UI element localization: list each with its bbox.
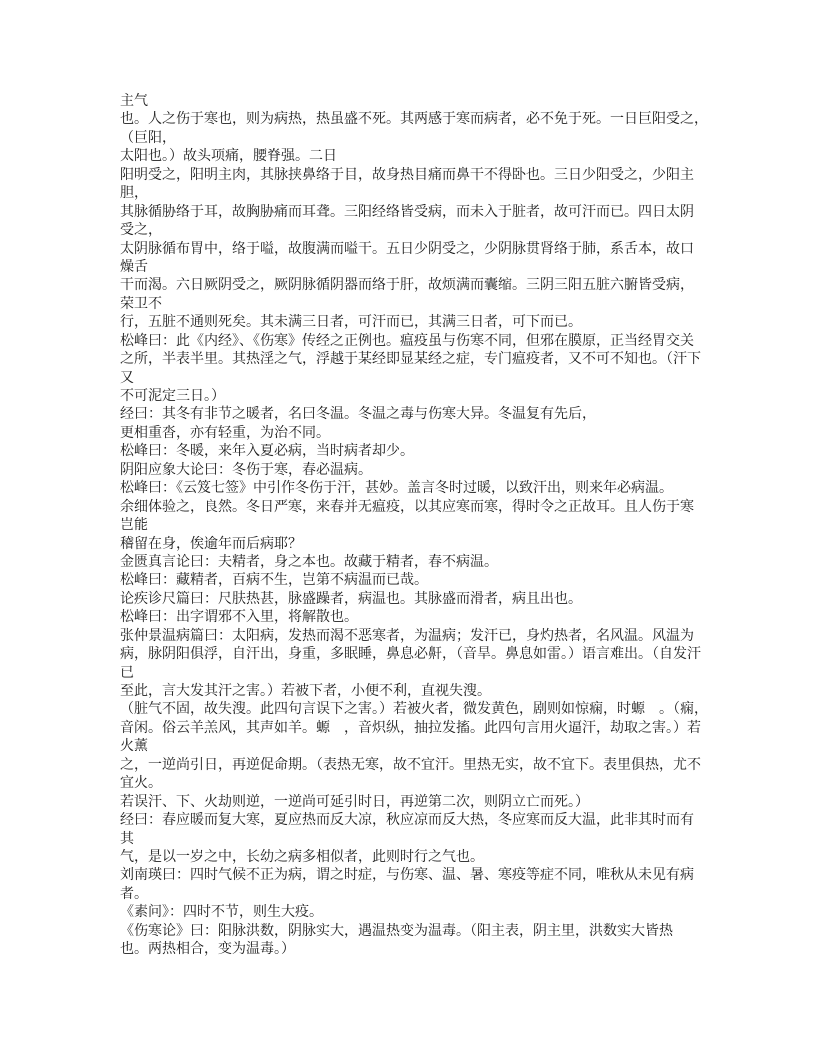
text-line: 之，一逆尚引日，再逆促命期。（表热无寒，故不宜汗。里热无实，故不宜下。表里俱热，尤不 — [120, 757, 701, 773]
text-line: 音闲。俗云羊羔风，其声如羊。螈 ，音炽纵，抽拉发搐。此四句言用火逼汗，劫取之害。）若 — [120, 720, 701, 736]
text-line: 阳明受之，阳明主肉，其脉挟鼻络于目，故身热目痛而鼻干不得卧也。三日少阳受之，少阳主 — [120, 167, 694, 183]
text-line: 其脉循胁络于耳，故胸胁痛而耳聋。三阳经络皆受病，而未入于脏者，故可汗而已。四日太阴 — [120, 204, 694, 220]
text-line: 张仲景温病篇曰：太阳病，发热而渴不恶寒者，为温病；发汗已，身灼热者，名风温。风温为 — [120, 628, 694, 644]
text-line: 刘南瑛曰：四时气候不正为病，谓之时症，与伤寒、温、暑、寒疫等症不同，唯秋从未见有病 — [120, 868, 694, 884]
text-line: 岂能 — [120, 518, 148, 534]
text-line: 论疾诊尺篇曰：尺肤热甚，脉盛躁者，病温也。其脉盛而滑者，病且出也。 — [120, 591, 582, 607]
text-line: 气，是以一岁之中，长幼之病多相似者，此则时行之气也。 — [120, 849, 484, 865]
text-line: 经曰：春应暖而复大寒，夏应热而反大凉，秋应凉而反大热，冬应寒而反大温，此非其时而有 — [120, 813, 694, 829]
text-line: 胆， — [120, 186, 148, 202]
text-line: 已 — [120, 665, 134, 681]
text-line: 其 — [120, 831, 134, 847]
text-line: 若误汗、下、火劫则逆，一逆尚可延引时日，再逆第二次，则阴立亡而死。） — [120, 794, 589, 810]
text-line: 《伤寒论》曰：阳脉洪数，阴脉实大，遇温热变为温毒。（阳主表，阴主里，洪数实大皆热 — [120, 923, 673, 939]
text-line: （脏气不固，故失溲。此四句言误下之害。）若被火者，微发黄色，剧则如惊痫，时螈 。（痫， — [120, 702, 708, 718]
text-line: 行，五脏不通则死矣。其未满三日者，可汗而已，其满三日者，可下而已。 — [120, 315, 582, 331]
text-line: 荣卫不 — [120, 296, 162, 312]
text-line: 松峰曰：此《内经》、《伤寒》传经之正例也。瘟疫虽与伤寒不同，但邪在膜原，正当经胃交关 — [120, 333, 694, 349]
text-line: 火薰 — [120, 739, 148, 755]
text-line: 不可泥定三日。） — [120, 389, 225, 404]
text-line: 也。两热相合，变为温毒。） — [120, 942, 295, 958]
text-line: 又 — [120, 370, 134, 386]
text-line: 之所，半表半里。其热淫之气，浮越于某经即显某经之症，专门瘟疫者，又不可不知也。（汗下 — [120, 352, 701, 368]
document-text-block — [120, 93, 710, 960]
text-line: 《素问》：四时不节，则生大疫。 — [120, 905, 323, 921]
text-line: （巨阳， — [120, 130, 176, 146]
text-line: 者。 — [120, 886, 148, 902]
text-line: 稽留在身，俟逾年而后病耶？ — [120, 536, 302, 552]
text-line: 燥舌 — [120, 259, 148, 275]
text-line: 病，脉阴阳俱浮，自汗出，身重，多眠睡，鼻息必鼾，（音旱。鼻息如雷。）语言难出。（自发汗 — [120, 647, 701, 663]
text-line: 松峰曰：藏精者，百病不生，岂第不病温而已哉。 — [120, 573, 428, 589]
text-line: 也。人之伤于寒也，则为病热，热虽盛不死。其两感于寒而病者，必不免于死。一日巨阳受之， — [120, 112, 708, 128]
text-line: 主气 — [120, 94, 148, 109]
text-line: 松峰曰：冬暖，来年入夏必病，当时病者却少。 — [120, 444, 414, 460]
text-line: 至此，言大发其汗之害。）若被下者，小便不利，直视失溲。 — [120, 684, 491, 699]
text-line: 经曰：其冬有非节之暖者，名曰冬温。冬温之毒与伤寒大异。冬温复有先后， — [120, 407, 596, 423]
text-line: 受之， — [120, 223, 162, 239]
text-line: 余细体验之，良然。冬日严寒，来春并无瘟疫，以其应寒而寒，得时令之正故耳。且人伤于寒 — [120, 499, 694, 515]
text-line: 松峰曰：出字谓邪不入里，将解散也。 — [120, 610, 358, 626]
text-line: 松峰曰：《云笈七签》中引作冬伤于汗，甚妙。盖言冬时过暖，以致汗出，则来年必病温。 — [120, 481, 673, 497]
text-line: 干而渴。六日厥阴受之，厥阴脉循阴器而络于肝，故烦满而囊缩。三阴三阳五脏六腑皆受病， — [120, 278, 694, 294]
text-line: 太阴脉循布胃中，络于嗌，故腹满而嗌干。五日少阴受之，少阴脉贯肾络于肺，系舌本，故口 — [120, 241, 694, 257]
text-line: 太阳也。）故头项痛，腰脊强。二日 — [120, 149, 337, 165]
text-line: 金匮真言论曰：夫精者，身之本也。故藏于精者，春不病温。 — [120, 554, 498, 570]
text-line: 宜火。 — [120, 776, 162, 792]
text-line: 阴阳应象大论曰：冬伤于寒，春必温病。 — [120, 462, 372, 478]
text-line: 更相重沓，亦有轻重，为治不同。 — [120, 425, 330, 441]
